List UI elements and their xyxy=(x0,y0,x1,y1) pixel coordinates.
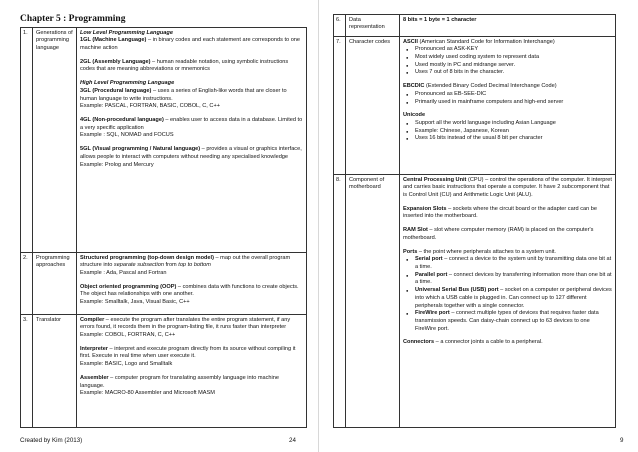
table-row xyxy=(21,315,307,428)
section-heading: Low Level Programming Language xyxy=(80,29,173,36)
definition: from xyxy=(163,262,179,269)
list-item: ● Primarily used in mainframe computers and high-end server xyxy=(403,99,612,107)
table-row xyxy=(21,28,307,253)
example: Example : Ada, Pascal and Fortran xyxy=(80,269,167,276)
right-notes-table xyxy=(333,14,616,428)
page-number: 24 xyxy=(289,437,296,444)
row-number: 6. xyxy=(334,15,346,37)
term: Connectors xyxy=(403,339,435,346)
list-item: ● Support all the world language including Asian Language xyxy=(403,120,612,128)
row-topic: Programming approaches xyxy=(33,253,77,315)
row-topic: Data representation xyxy=(346,15,400,37)
ascii-bullets xyxy=(403,46,612,77)
definition: (American Standard Code for Information Interchange) xyxy=(417,38,555,45)
term: FireWire port xyxy=(415,310,450,317)
table-row xyxy=(334,175,616,428)
definition: (CPU) – control the operations of the computer. It interpret and carries basic instructions that operate a computer. It have 2 subcomponent that is Control Unit (CU) and Arithmetic Logic Unit (ALU). xyxy=(403,176,612,198)
term: Ports xyxy=(403,248,418,255)
list-item: ● Uses 7 out of 8 bits in the character. xyxy=(403,69,612,77)
definition: – computer program for translating assembly language into machine language. xyxy=(80,374,279,389)
term: Serial port xyxy=(415,256,443,263)
footer-credit: Created by Kim (2013) xyxy=(20,437,83,444)
term: 5GL (Visual programming / Natural language) xyxy=(80,146,201,153)
definition: (Extended Binary Coded Decimal Interchange Code) xyxy=(424,83,557,90)
term: RAM Slot xyxy=(403,227,428,234)
term: Unicode xyxy=(403,112,426,119)
definition: – provides a visual or graphics interface, allows people to interact with computers without needing any specialised knowledge xyxy=(80,146,302,160)
row-number: 1. xyxy=(21,28,33,253)
row-topic: Character codes xyxy=(346,37,400,175)
table-row xyxy=(334,37,616,175)
example: Example: Smalltalk, Java, Visual Basic, C++ xyxy=(80,299,190,306)
definition: – execute the program after translates the entire program statement, if any errors found, it records them in the program-listing file, it runs faster than interpreter xyxy=(80,316,291,331)
emphasis: top to bottom xyxy=(178,262,211,269)
port-bullets xyxy=(403,256,612,333)
row-content xyxy=(400,175,616,428)
definition: – socket on a computer or peripheral devices into which a USB cable is plugged in. Can connect up to 127 different peripherals together with a single connector. xyxy=(415,287,612,309)
definition: – slot where computer memory (RAM) is placed on the computer's motherboard. xyxy=(403,227,594,241)
page-number: 9 xyxy=(620,437,624,444)
definition: – in binary codes and each statement are corresponds to one machine action xyxy=(80,37,301,51)
term: Expansion Slots xyxy=(403,205,447,212)
list-item xyxy=(403,272,612,287)
row-content xyxy=(77,315,307,428)
term: Interpreter xyxy=(80,345,108,352)
chapter-title: Chapter 5 : Programming xyxy=(20,14,126,24)
term: Central Processing Unit xyxy=(403,176,467,183)
section-heading: High Level Programming Language xyxy=(80,80,175,87)
row-number: 8. xyxy=(334,175,346,428)
example: Example: BASIC, Logo and Smalltalk xyxy=(80,361,173,368)
definition: – map out the overall program structure into xyxy=(80,254,291,269)
list-item: ● Used mostly in PC and midrange server. xyxy=(403,62,612,70)
row-number: 3. xyxy=(21,315,33,428)
term: ASCII xyxy=(403,38,418,45)
row-number: 2. xyxy=(21,253,33,315)
list-item xyxy=(403,310,612,333)
definition: – connect a device to the system unit by transmitting data one bit at a time. xyxy=(415,256,612,270)
term: Parallel port xyxy=(415,271,448,278)
right-page xyxy=(319,0,638,452)
table-row xyxy=(21,253,307,315)
left-notes-table xyxy=(20,27,307,428)
ebcdic-bullets xyxy=(403,91,612,106)
term: Assembler xyxy=(80,374,109,381)
list-item: ● Pronounced as ASK-KEY xyxy=(403,46,612,54)
row-topic: Translator xyxy=(33,315,77,428)
table-row xyxy=(334,15,616,37)
emphasis: separate subsection xyxy=(113,262,164,269)
definition: – human readable notation, using symbolic instructions codes that are meaning abbreviations or mnemonics xyxy=(80,58,289,73)
definition: – interpret and execute program directly from its source without compiling it first. Execute in real time when user execute it. xyxy=(80,345,296,360)
unicode-bullets xyxy=(403,120,612,143)
list-item: ● Pronounced as EB-SEE-DIC xyxy=(403,91,612,99)
term: 2GL (Assembly Language) xyxy=(80,58,151,65)
definition: – a connector joints a cable to a peripheral. xyxy=(434,339,543,346)
example: Example: PASCAL, FORTRAN, BASIC, COBOL, C, C++ xyxy=(80,103,220,110)
definition: – connect multiple types of devices that requires faster data transmission speeds. Can daisy-chain connect up to 63 devices to one FireWire port. xyxy=(415,310,599,332)
definition: – sockets where the circuit board or the adapter card can be inserted into the motherboard. xyxy=(403,205,598,220)
data-representation-text: 8 bits = 1 byte = 1 character xyxy=(403,16,477,23)
row-content xyxy=(77,253,307,315)
example: Example: MACRO-80 Assembler and Microsoft MASM xyxy=(80,390,215,397)
example: Example : SQL, NOMAD and FOCUS xyxy=(80,132,174,139)
example: Example: COBOL, FORTRAN, C, C++ xyxy=(80,331,176,338)
example: Example: Prolog and Mercury xyxy=(80,161,154,168)
term: 4GL (Non-procedural language) xyxy=(80,116,164,123)
list-item xyxy=(403,256,612,271)
term: EBCDIC xyxy=(403,83,425,90)
row-content xyxy=(77,28,307,253)
list-item: ● Uses 16 bits instead of the usual 8 bit per character xyxy=(403,135,612,143)
list-item xyxy=(403,287,612,310)
term: 1GL (Machine Language) xyxy=(80,37,147,44)
term: Structured programming (top-down design model) xyxy=(80,254,214,261)
definition: – uses a series of English-like words that are closer to human language to write instructions. xyxy=(80,87,287,102)
list-item: ● Most widely used coding system to represent data xyxy=(403,54,612,62)
row-content xyxy=(400,37,616,175)
term: Compiler xyxy=(80,316,105,323)
row-number: 7. xyxy=(334,37,346,175)
definition: – combines data with functions to create objects. The object has relationships with one another. xyxy=(80,283,299,298)
row-topic: Component of motherboard xyxy=(346,175,400,428)
term: Universal Serial Bus (USB) port xyxy=(415,287,499,294)
definition: – enables user to access data in a database. Limited to a very specific application xyxy=(80,116,303,131)
list-item: ● Example: Chinese, Japanese, Korean xyxy=(403,128,612,136)
row-content xyxy=(400,15,616,37)
definition: – the point where peripherals attaches to a system unit. xyxy=(417,248,556,255)
term: 3GL (Procedural language) xyxy=(80,87,152,94)
term: Object oriented programming (OOP) xyxy=(80,283,177,290)
row-topic: Generations of programming language xyxy=(33,28,77,253)
definition: – connect devices by transferring information more than one bit at a time. xyxy=(415,271,612,286)
